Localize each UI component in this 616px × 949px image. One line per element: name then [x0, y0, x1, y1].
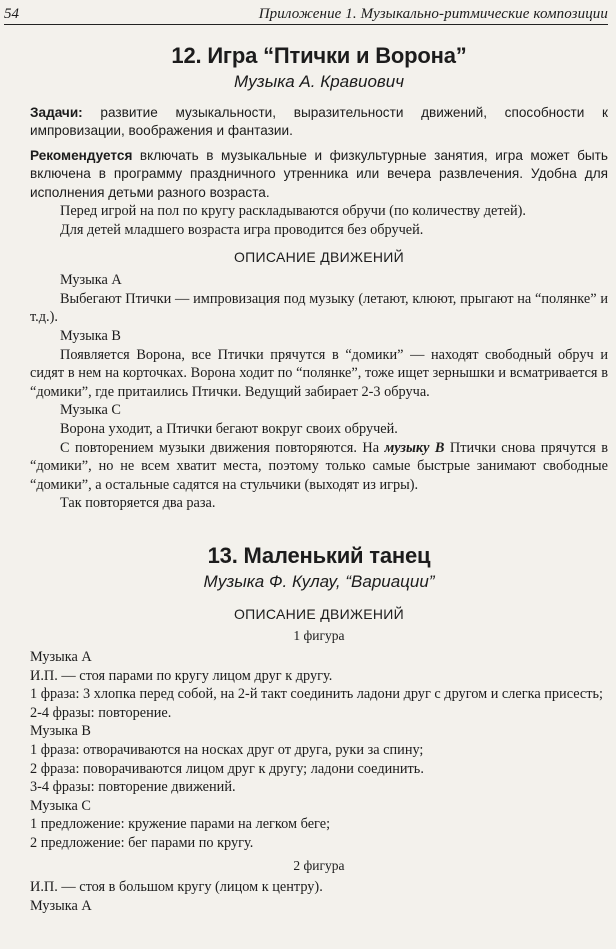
- dance-13-music-c-label: Музыка С: [30, 797, 91, 814]
- tasks-paragraph: [30, 104, 608, 141]
- dance-13-music-credit: Музыка Ф. Кулау, “Вариации”: [203, 571, 435, 591]
- prep-line-2: Для детей младшего возраста игра проводится без обручей.: [60, 221, 424, 238]
- figure-2-label: 2 фигура: [293, 858, 345, 874]
- recommended-label: Рекомендуется: [30, 147, 133, 163]
- dance-13-section: [30, 543, 608, 916]
- repeat-pre: С повторением музыки движения повторяются. На: [60, 439, 385, 456]
- game-12-music-b-text: Появляется Ворона, все Птички прячутся в “домики” — находят свободный обруч и сидят в нем на корточках. Ворона ходит по “полянке”, тоже ищет зернышки и всматривается в “домики”, где притаились Птички. Ведущий забирает 2-3 обруча.: [30, 346, 608, 400]
- a-phrase-2-4: 2-4 фразы: повторение.: [30, 704, 172, 721]
- game-12-music-c-text: Ворона уходит, а Птички бегают вокруг своих обручей.: [60, 420, 398, 437]
- b-phrase-2: 2 фраза: поворачиваются лицом друг к другу; ладони соединить.: [30, 760, 424, 777]
- ip-line-2: И.П. — стоя в большом кругу (лицом к центру).: [30, 879, 323, 896]
- running-title: Приложение 1. Музыкально-ритмические композиции: [258, 6, 608, 22]
- game-12-music-credit: Музыка А. Кравиович: [233, 72, 405, 91]
- repeat-post: Птички снова прячутся в “домики”, но не всем хватит места, поэтому только самые быстрые занимают свободные “домики”, а остальные садятся на стульчики (выходят из игры).: [30, 439, 609, 493]
- c-sentence-2: 2 предложение: бег парами по кругу.: [30, 834, 254, 851]
- b-phrase-1: 1 фраза: отворачиваются на носках друг от друга, руки за спину;: [30, 741, 424, 758]
- page-number: 54: [4, 6, 19, 22]
- game-12-music-a-label: Музыка А: [60, 272, 122, 289]
- figure-1-label: 1 фигура: [293, 627, 345, 643]
- repeat-emphasis: музыку В: [384, 439, 445, 456]
- game-12-music-b-label: Музыка В: [60, 328, 121, 344]
- repeat-twice: Так повторяется два раза.: [60, 495, 216, 512]
- running-header: [4, 6, 608, 25]
- game-12-title: 12. Игра “Птички и Ворона”: [171, 43, 467, 68]
- game-12-music-c-label: Музыка С: [60, 402, 121, 419]
- b-phrase-3-4: 3-4 фразы: повторение движений.: [30, 779, 236, 796]
- game-12-moves-heading: ОПИСАНИЕ ДВИЖЕНИЙ: [233, 249, 405, 266]
- dance-13-music-b-label: Музыка В: [30, 723, 91, 740]
- prep-line-1: Перед игрой на пол по кругу раскладываются обручи (по количеству детей).: [60, 203, 526, 220]
- tasks-label: Задачи:: [30, 105, 83, 120]
- game-12-section: [30, 43, 608, 513]
- dance-13-music-a-label: Музыка А: [30, 648, 92, 665]
- tasks-text: развитие музыкальности, выразительности движений, способности к импровизации, воображения и фантазии.: [30, 105, 608, 139]
- dance-13-moves-heading: ОПИСАНИЕ ДВИЖЕНИЙ: [233, 605, 405, 622]
- recommended-text: включать в музыкальные и физкультурные занятия, игра может быть включена в программу праздничного утренника или вечера развлечения. Удобна для исполнения детьми разного возраста.: [30, 147, 608, 200]
- game-12-music-a-text: Выбегают Птички — импровизация под музыку (летают, клюют, прыгают на “полянке” и т.д.).: [30, 290, 608, 326]
- dance-13-music-a2-label: Музыка А: [30, 898, 92, 915]
- repeat-paragraph: [30, 439, 608, 495]
- dance-13-title: 13. Маленький танец: [207, 542, 431, 568]
- ip-line-1: И.П. — стоя парами по кругу лицом друг к другу.: [30, 667, 333, 684]
- a-phrase-1: 1 фраза: 3 хлопка перед собой, на 2-й такт соединить ладони друг с другом и слегка присесть;: [30, 686, 604, 703]
- c-sentence-1: 1 предложение: кружение парами на легком беге;: [30, 816, 331, 833]
- recommended-paragraph: [30, 147, 608, 202]
